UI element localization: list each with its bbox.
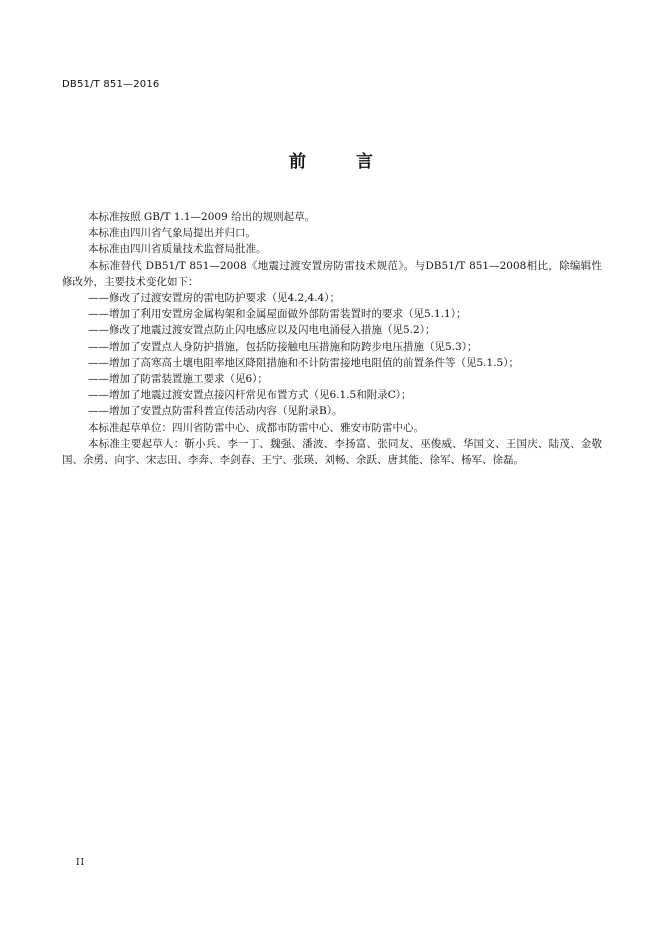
document-code: DB51/T 851—2016 xyxy=(62,79,160,90)
paragraph-drafters: 本标准主要起草人：靳小兵、李一丁、魏强、潘波、李扬富、张同友、巫俊威、华国文、王国庆、陆茂、金敬国、余勇、向宇、宋志田、李奔、李剑春、王宁、张瑛、刘畅、余跃、唐其能、徐军、杨军、徐磊。 xyxy=(62,437,602,467)
list-item: ——增加了安置点防雷科普宣传活动内容（见附录B）。 xyxy=(88,405,343,418)
list-item: ——增加了高寒高土壤电阻率地区降阻措施和不计防雷接地电阻值的前置条件等（见5.1.5）； xyxy=(88,356,519,369)
list-item: ——修改了地震过渡安置点防止闪电感应以及闪电电涌侵入措施（见5.2）； xyxy=(88,324,436,337)
list-item: ——增加了地震过渡安置点接闪杆常见布置方式（见6.1.5和附录C）； xyxy=(88,389,412,402)
paragraph-drafting-rules: 本标准按照 GB/T 1.1—2009 给出的规则起草。 xyxy=(88,211,316,223)
page-number: II xyxy=(76,858,86,868)
paragraph-drafting-units: 本标准起草单位：四川省防雷中心、成都市防雷中心、雅安市防雷中心。 xyxy=(88,421,424,434)
list-item: ——增加了利用安置房金属构架和金属屋面做外部防雷装置时的要求（见5.1.1）； xyxy=(88,308,467,321)
list-item: ——增加了安置点人身防护措施，包括防接触电压措施和防跨步电压措施（见5.3）； xyxy=(88,340,478,353)
page-title: 前 言 xyxy=(289,152,395,172)
document-body xyxy=(62,209,602,468)
list-item: ——修改了过渡安置房的雷电防护要求（见4.2,4.4）； xyxy=(88,292,340,305)
paragraph-replacement: 本标准替代 DB51/T 851—2008《地震过渡安置房防雷技术规范》。与DB51/T 851—2008相比，除编辑性修改外，主要技术变化如下： xyxy=(62,259,602,288)
paragraph-proposer: 本标准由四川省气象局提出并归口。 xyxy=(88,227,256,240)
list-item: ——增加了防雷装置施工要求（见6）； xyxy=(88,373,268,386)
paragraph-approver: 本标准由四川省质量技术监督局批准。 xyxy=(88,243,267,256)
